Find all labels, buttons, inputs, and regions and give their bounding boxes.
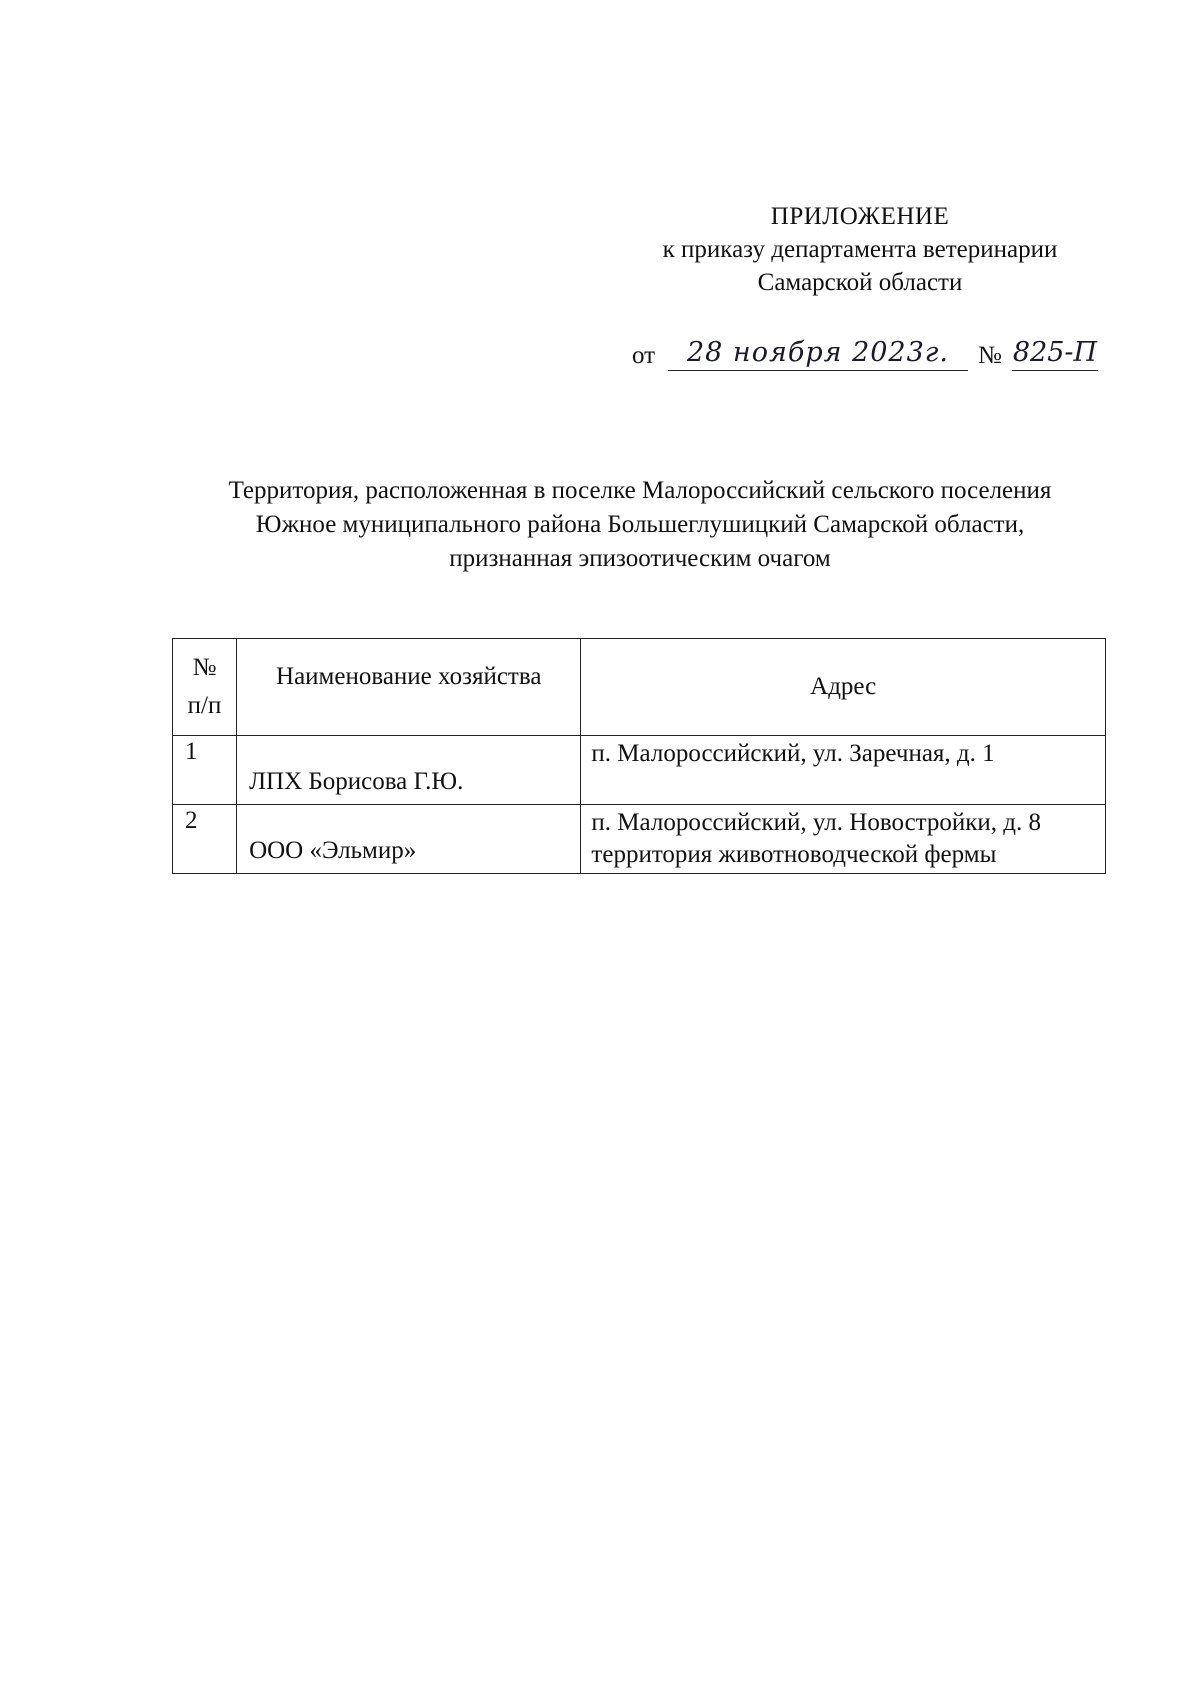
header-num-line-1: № — [192, 654, 217, 681]
table-header-row — [173, 639, 1106, 736]
header-address: Адрес — [581, 639, 1106, 736]
header-num-line-2: п/п — [187, 692, 222, 719]
row-name: ООО «Эльмир» — [237, 805, 581, 874]
order-number-handwritten: 825-П — [1012, 336, 1098, 371]
row-address-line-2: территория животноводческой фермы — [591, 841, 997, 868]
heading-line-1: Территория, расположенная в поселке Малороссийский сельского поселения — [228, 477, 1052, 504]
heading-line-2: Южное муниципального района Большеглушицкий Самарской области, — [255, 511, 1025, 538]
row-address — [581, 736, 1106, 805]
row-address-line-1: п. Малороссийский, ул. Новостройки, д. 8 — [591, 809, 1042, 836]
document-heading — [160, 474, 1120, 576]
row-name: ЛПХ Борисова Г.Ю. — [237, 736, 581, 805]
order-date-handwritten: 28 ноября 2023г. — [668, 336, 968, 371]
appendix-title: ПРИЛОЖЕНИЕ — [770, 203, 950, 230]
order-from-label: от — [632, 342, 656, 369]
appendix-header — [620, 200, 1100, 299]
order-number-sign: № — [978, 342, 1002, 369]
appendix-line-1: к приказу департамента ветеринарии — [662, 236, 1058, 263]
row-address-line-1: п. Малороссийский, ул. Заречная, д. 1 — [591, 740, 995, 767]
appendix-line-2: Самарской области — [757, 269, 963, 296]
table-row — [173, 805, 1106, 874]
header-name: Наименование хозяйства — [237, 639, 581, 736]
heading-line-3: признанная эпизоотическим очагом — [449, 545, 831, 572]
farms-table — [172, 638, 1106, 874]
row-num: 2 — [173, 805, 237, 874]
row-address — [581, 805, 1106, 874]
order-reference — [620, 336, 1100, 376]
table-row — [173, 736, 1106, 805]
row-num: 1 — [173, 736, 237, 805]
header-num — [173, 639, 237, 736]
